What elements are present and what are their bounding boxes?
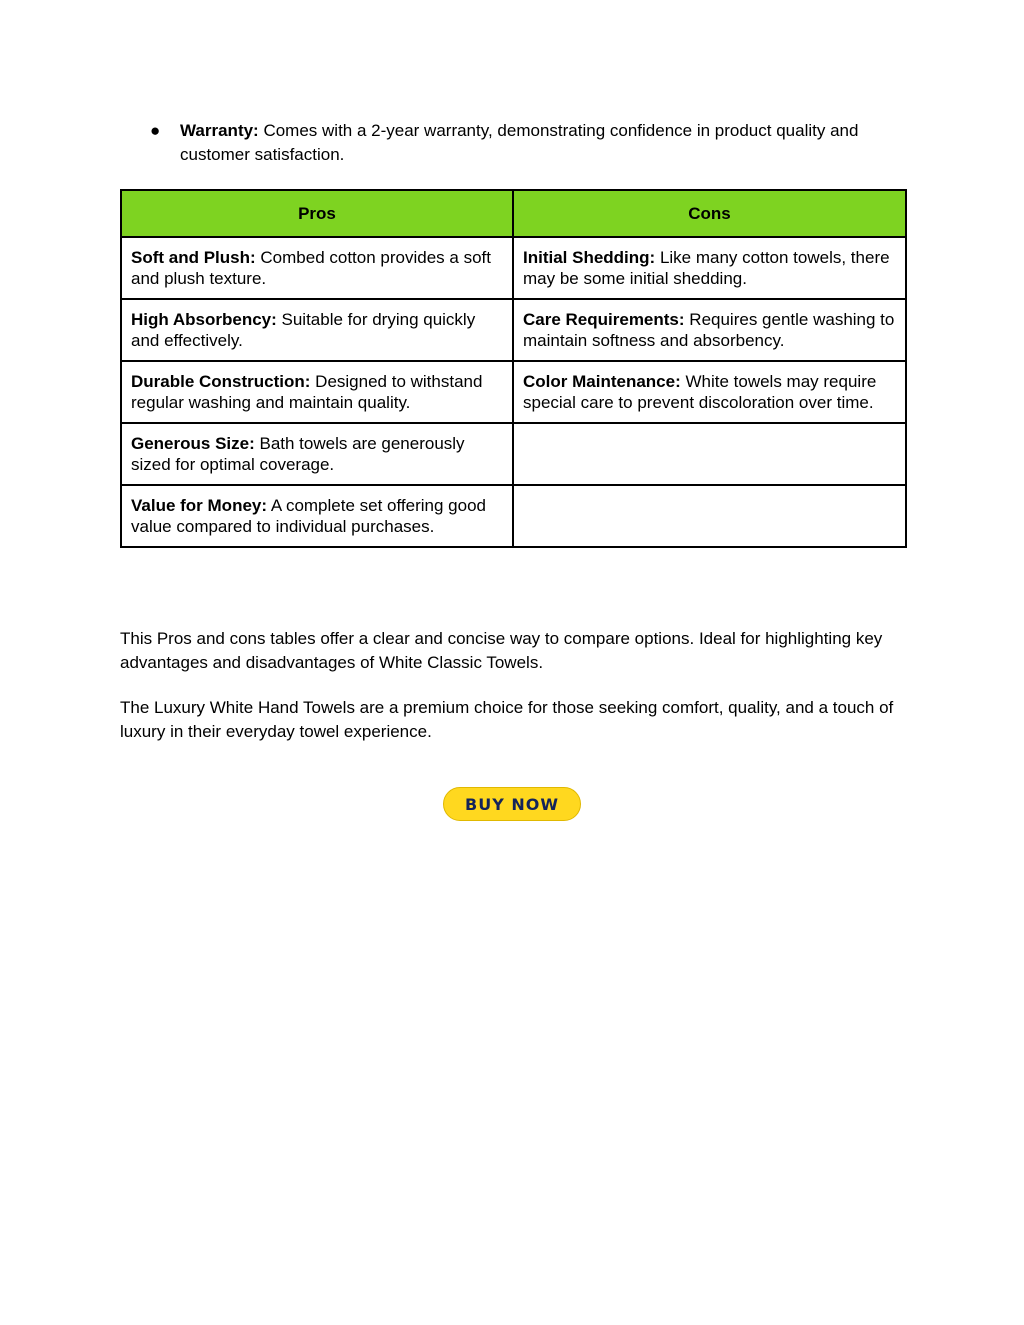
table-row — [121, 361, 906, 423]
cell-label: High Absorbency: — [131, 310, 277, 329]
bullet-icon: ● — [150, 121, 161, 140]
cell-text: Requires gentle washing to maintain softness and absorbency. — [523, 310, 895, 350]
table-row — [121, 237, 906, 299]
warranty-bullet — [150, 119, 910, 167]
cell-label: Value for Money: — [131, 496, 268, 515]
cons-cell — [513, 361, 906, 423]
cell-text: A complete set offering good value compared to individual purchases. — [131, 496, 486, 536]
table-row — [121, 299, 906, 361]
cons-cell — [513, 237, 906, 299]
cell-label: Color Maintenance: — [523, 372, 681, 391]
buy-now-button[interactable]: BUY NOW — [443, 787, 581, 821]
cons-cell — [513, 299, 906, 361]
pros-cell — [121, 423, 513, 485]
pros-header: Pros — [121, 190, 513, 237]
bullet-label: Warranty: — [180, 121, 259, 140]
pros-cons-table — [120, 189, 907, 548]
cell-text: Suitable for drying quickly and effectively. — [131, 310, 476, 350]
cell-text: Designed to withstand regular washing and maintain quality. — [131, 372, 483, 412]
cell-label: Initial Shedding: — [523, 248, 656, 267]
cell-text: Bath towels are generously sized for optimal coverage. — [131, 434, 465, 474]
cons-cell — [513, 423, 906, 485]
cons-header: Cons — [513, 190, 906, 237]
pros-cell — [121, 485, 513, 547]
cell-text: Like many cotton towels, there may be some initial shedding. — [523, 248, 890, 288]
pros-cell — [121, 361, 513, 423]
bullet-body: Comes with a 2-year warranty, demonstrating confidence in product quality and customer satisfaction. — [180, 121, 859, 164]
pros-cell — [121, 237, 513, 299]
table-row — [121, 485, 906, 547]
cell-label: Generous Size: — [131, 434, 255, 453]
bullet-text — [180, 119, 900, 167]
table-header-row — [121, 190, 906, 237]
cell-label: Durable Construction: — [131, 372, 311, 391]
pros-cell — [121, 299, 513, 361]
closing-paragraph: The Luxury White Hand Towels are a premium choice for those seeking comfort, quality, and a touch of luxury in their everyday towel experience. — [120, 698, 894, 741]
summary-paragraph: This Pros and cons tables offer a clear and concise way to compare options. Ideal for highlighting key advantages and disadvantages of White Classic Towels. — [120, 629, 883, 672]
cell-text: White towels may require special care to prevent discoloration over time. — [523, 372, 877, 412]
cell-text: Combed cotton provides a soft and plush texture. — [131, 248, 491, 288]
cell-label: Care Requirements: — [523, 310, 685, 329]
cell-label: Soft and Plush: — [131, 248, 256, 267]
cons-cell — [513, 485, 906, 547]
table-row — [121, 423, 906, 485]
